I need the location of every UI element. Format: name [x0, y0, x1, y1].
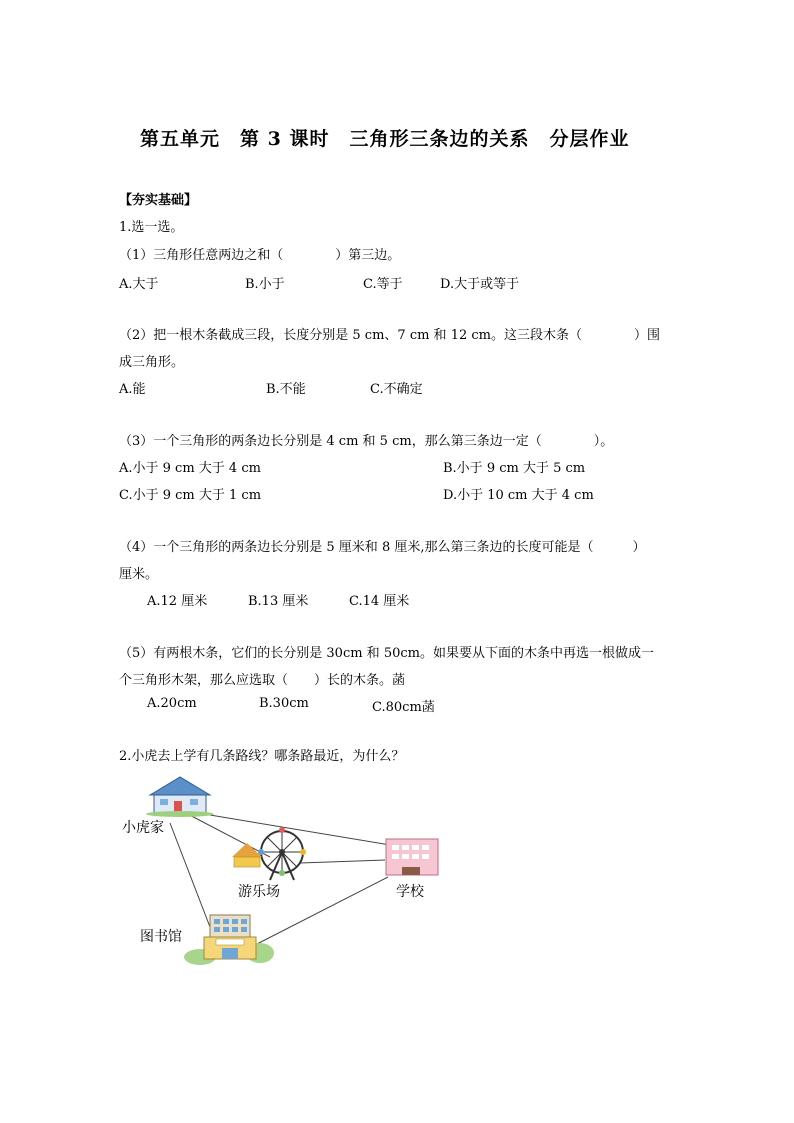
q1-sub3-option-b: B.小于 9 cm 大于 5 cm	[443, 461, 586, 476]
q1-sub3-option-a: A.小于 9 cm 大于 4 cm	[119, 461, 261, 476]
route-park-school	[300, 860, 385, 863]
q1-sub5-stem-line2: 个三角形木架，那么应选取（ ）长的木条。菡	[119, 673, 406, 688]
section-heading: 【夯实基础】	[119, 193, 198, 208]
q1-sub5-stem-line1: （5）有两根木条，它们的长分别是 30cm 和 50cm。如果要从下面的木条中再选一根做成一	[119, 646, 654, 661]
q1-heading: 1.选一选。	[119, 220, 184, 235]
q1-sub2-stem-line2: 成三角形。	[119, 355, 185, 370]
q1-sub2-stem-line1: （2）把一根木条截成三段，长度分别是 5 cm、7 cm 和 12 cm。这三段木条（ ）围	[119, 328, 660, 343]
route-home-school	[180, 810, 390, 845]
house-icon	[146, 777, 214, 817]
q1-sub2-option-c: C.不确定	[370, 382, 423, 397]
q1-sub4-option-c: C.14 厘米	[349, 594, 410, 609]
q1-sub4-stem-line1: （4）一个三角形的两条边长分别是 5 厘米和 8 厘米,那么第三条边的长度可能是（ ）	[119, 540, 646, 555]
q1-sub1-stem: （1）三角形任意两边之和（ ）第三边。	[119, 248, 401, 263]
q1-sub3-option-d: D.小于 10 cm 大于 4 cm	[443, 488, 594, 503]
q1-sub2-option-b: B.不能	[266, 382, 306, 397]
q1-sub1-option-a: A.大于	[119, 277, 159, 292]
q1-sub4-option-b: B.13 厘米	[248, 594, 309, 609]
school-icon	[386, 839, 438, 875]
library-label: 图书馆	[140, 929, 182, 945]
route-home-library	[170, 823, 210, 927]
q1-sub4-stem-line2: 厘米。	[119, 567, 159, 582]
q1-sub3-option-c: C.小于 9 cm 大于 1 cm	[119, 488, 262, 503]
library-icon	[184, 915, 274, 965]
q1-sub5-option-b: B.30cm	[259, 696, 309, 711]
route-map	[110, 765, 460, 970]
q1-sub5-option-c: C.80cm菡	[372, 700, 435, 715]
q1-sub2-option-a: A.能	[119, 382, 146, 397]
home-label: 小虎家	[122, 820, 164, 836]
q1-sub1-option-d: D.大于或等于	[440, 277, 520, 292]
park-label: 游乐场	[238, 884, 280, 900]
school-label: 学校	[396, 884, 424, 900]
q1-sub3-stem: （3）一个三角形的两条边长分别是 4 cm 和 5 cm，那么第三条边一定（ ）。	[119, 434, 614, 449]
q1-sub1-option-c: C.等于	[363, 277, 403, 292]
q1-sub1-option-b: B.小于	[245, 277, 285, 292]
q1-sub5-option-a: A.20cm	[147, 696, 197, 711]
ferris-wheel-icon	[232, 827, 306, 880]
q1-sub4-option-a: A.12 厘米	[147, 594, 208, 609]
page-title: 第五单元 第 3 课时 三角形三条边的关系 分层作业	[140, 128, 630, 150]
q2-question: 2.小虎去上学有几条路线？哪条路最近，为什么？	[119, 749, 405, 764]
